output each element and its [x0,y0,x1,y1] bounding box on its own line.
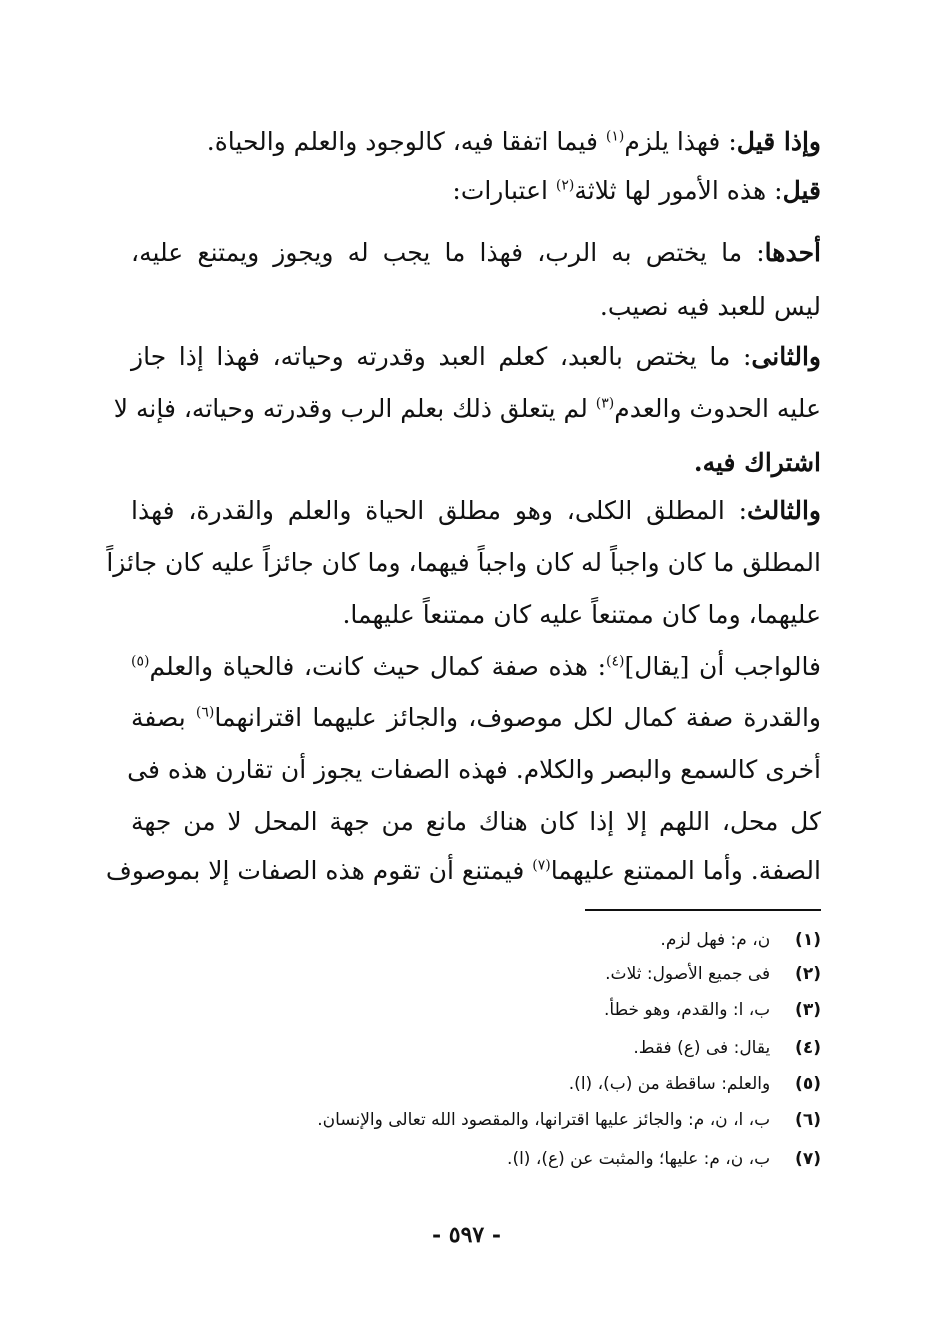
lead-term: قيل [782,176,821,205]
text-segment: اشتراك فيه. [693,448,821,477]
footnote-item [131,999,821,1021]
footnote-text: يقال: فى (ع) فقط. [633,1038,771,1058]
footnote-text: ب، ا: والقدم، وهو خطأ. [603,1000,771,1020]
text-segment: عليهما، وما كان ممتنعاً عليه كان ممتنعاً عليهما. [342,600,821,629]
footnote-separator [585,909,821,911]
footnote-ref-5: (٥) [131,653,150,670]
footnote-item [131,963,821,985]
paragraph-obligatory-line-2 [131,701,821,735]
paragraph-obligatory-line-5 [105,854,821,888]
footnote-item [131,1109,821,1131]
footnote-text: ب، ن، م: عليها؛ والمثبت عن (ع)، (ا). [507,1149,771,1169]
text-segment: : ما يختص بالعبد، كعلم العبد وقدرته وحياته، فهذا إذا جاز [131,342,752,371]
text-segment: فيمتنع أن تقوم هذه الصفات إلا بموصوف [105,856,533,885]
text-segment: : هذه صفة كمال حيث كانت، فالحياة والعلم [149,652,607,681]
paragraph-first-line-2 [131,290,821,324]
paragraph-obligatory-line-1 [131,650,821,684]
paragraph-it-is-said [131,174,821,208]
footnote-ref-4: (٤) [606,653,625,670]
footnote-ref-6: (٦) [195,704,215,721]
text-segment: لم يتعلق ذلك بعلم الرب وقدرته وحياته، فإنه لا [113,394,596,423]
text-segment: والقدرة صفة كمال لكل موصوف، والجائز عليهما اقترانهما [214,703,821,732]
lead-term: والثانى [751,342,821,371]
lead-term: والثالث [747,496,821,525]
lead-term: فالواجب أن [يقال] [624,652,822,681]
text-segment: : المطلق الكلى، وهو مطلق الحياة والعلم والقدرة، فهذا [131,496,748,525]
footnote-item [131,1037,821,1059]
footnote-item [131,929,821,951]
text-segment: الصفة. وأما الممتنع عليهما [550,856,821,885]
footnote-text: فى جميع الأصول: ثلاث. [605,964,771,984]
footnote-number: (٥) [795,1074,821,1094]
paragraph-third-line-3 [131,598,821,632]
footnote-text: والعلم: ساقطة من (ب)، (ا). [568,1074,771,1094]
text-segment: ليس للعبد فيه نصيب. [599,292,821,321]
text-segment: : ما يختص به الرب، فهذا ما يجب له ويجوز ويمتنع عليه، [131,238,765,267]
text-segment: فيما اتفقا فيه، كالوجود والعلم والحياة. [206,127,606,156]
text-segment: عليه الحدوث والعدم [614,394,821,423]
text-segment: المطلق ما كان واجباً له كان واجباً فيهما، وما كان جائزاً عليه كان جائزاً [106,548,821,577]
footnote-number: (٢) [795,964,821,984]
paragraph-first-line-1 [131,236,821,270]
paragraph-obligatory-line-4 [131,805,821,839]
footnote-number: (١) [795,930,821,950]
text-segment: اعتبارات: [452,176,556,205]
footnote-number: (٧) [795,1149,821,1169]
text-segment: : هذه الأمور لها ثلاثة [574,176,783,205]
paragraph-second-line-2 [113,392,821,426]
footnote-item [131,1073,821,1095]
footnote-ref-3: (٣) [595,395,615,412]
page-number: - ٥٩٧ - [431,1222,502,1248]
footnote-ref-7: (٧) [532,857,551,874]
footnote-item [131,1148,821,1170]
footnote-text: ب، ا، ن، م: والجائز عليها اقترانها، والمقصود الله تعالى والإنسان. [317,1110,771,1130]
paragraph-obligatory-line-3 [127,753,821,787]
paragraph-second-line-1 [131,340,821,374]
lead-term: وإذا قيل [736,127,821,156]
text-segment: كل محل، اللهم إلا إذا كان هناك مانع من جهة المحل لا من جهة [131,807,821,836]
footnote-number: (٣) [795,1000,821,1020]
footnote-number: (٤) [795,1038,821,1058]
paragraph-third-line-1 [131,494,821,528]
footnote-number: (٦) [795,1110,821,1130]
paragraph-if-said [131,125,821,159]
paragraph-second-line-3 [131,446,821,480]
footnote-ref-1: (١) [605,128,625,145]
text-segment: بصفة [131,703,196,732]
text-segment: أخرى كالسمع والبصر والكلام. فهذه الصفات يجوز أن تقارن هذه فى [127,755,821,784]
footnote-ref-2: (٢) [555,177,575,194]
footnote-text: ن، م: فهل لزم. [660,930,771,950]
lead-term: أحدها [764,238,821,267]
text-segment: : فهذا يلزم [624,127,737,156]
paragraph-third-line-2 [106,546,821,580]
